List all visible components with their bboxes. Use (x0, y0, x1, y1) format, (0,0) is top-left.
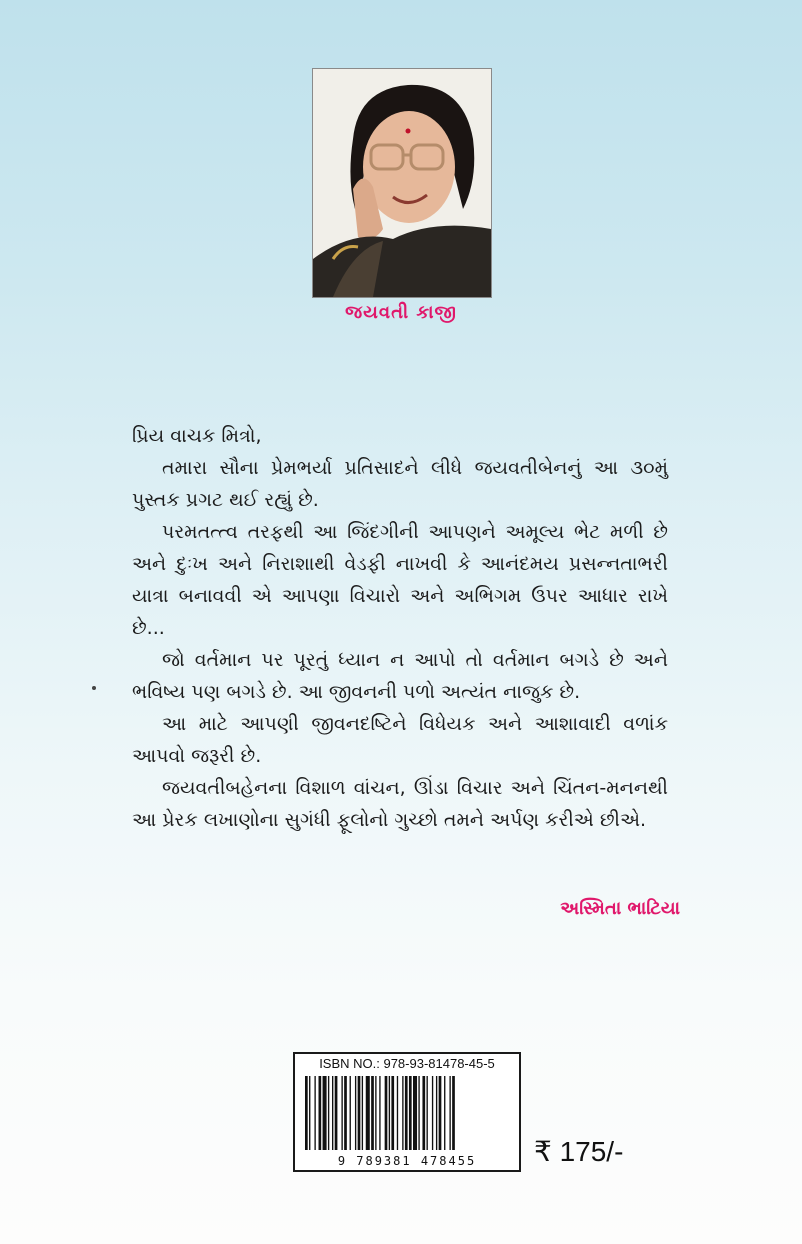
letter-salutation: પ્રિય વાચક મિત્રો, (132, 425, 262, 447)
isbn-barcode-box (293, 1052, 521, 1172)
barcode-digits: 9 789381 478455 (337, 1154, 477, 1168)
letter-paragraph: આ માટે આપણી જીવનદષ્ટિને વિધેયક અને આશાવાદી વળાંક આપવો જરૂરી છે. (132, 713, 668, 767)
letter-paragraph: જયવતીબહેનના વિશાળ વાંચન, ઊંડા વિચાર અને ચિંતન-મનનથી આ પ્રેરક લખાણોના સુગંધી ફૂલોનો ગુચ્છો તમને અર્પણ કરીએ છીએ. (132, 777, 668, 831)
print-speck (92, 686, 96, 690)
author-portrait-photo (312, 68, 492, 298)
author-name: જયવતી કાજી (345, 302, 457, 323)
letter-paragraph: તમારા સૌના પ્રેમભર્યા પ્રતિસાદને લીધે જયવતીબેનનું આ ૩૦મું પુસ્તક પ્રગટ થઈ રહ્યું છે. (132, 457, 668, 511)
barcode-graphic (301, 1076, 513, 1150)
letter-paragraph: પરમતત્ત્વ તરફથી આ જિંદગીની આપણને અમૂલ્ય ભેટ મળી છે અને દુઃખ અને નિરાશાથી વેડફી નાખવી કે આનંદમય પ્રસન્નતાભરી યાત્રા બનાવવી એ આપણા વિચારો અને અભિગમ ઉપર આધાર રાખે છે... (132, 521, 668, 639)
letter-paragraph: જો વર્તમાન પર પૂરતું ધ્યાન ન આપો તો વર્તમાન બગડે છે અને ભવિષ્ય પણ બગડે છે. આ જીવનની પળો અત્યંત નાજુક છે. (132, 649, 668, 703)
isbn-number: ISBN NO.: 978-93-81478-45-5 (319, 1056, 495, 1071)
reader-letter (132, 420, 668, 836)
letter-signature: અસ્મિતા ભાટિયા (560, 898, 680, 919)
price-label: ₹ 175/- (534, 1136, 624, 1167)
